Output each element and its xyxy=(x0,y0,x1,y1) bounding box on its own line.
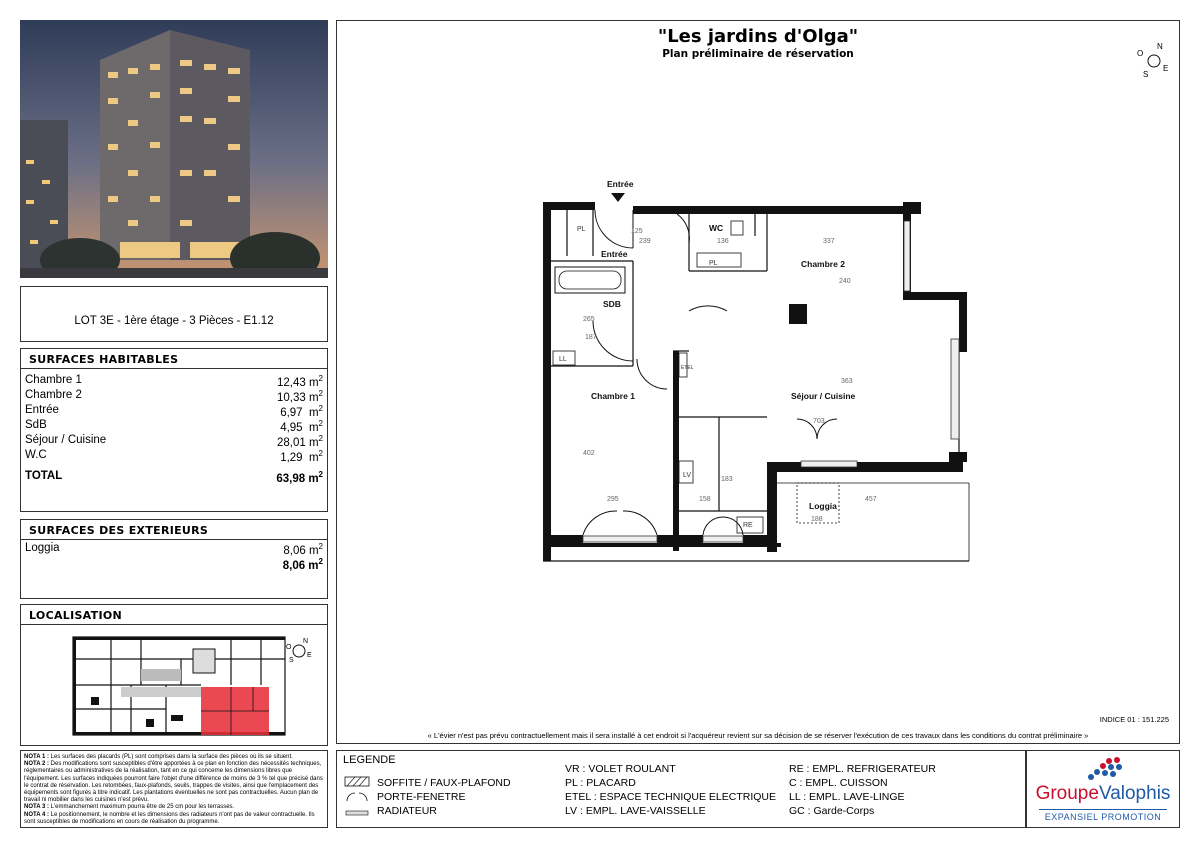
svg-text:295: 295 xyxy=(607,496,619,503)
svg-text:N: N xyxy=(1157,42,1163,51)
svg-text:N: N xyxy=(303,638,309,645)
legend-header: LEGENDE xyxy=(343,754,396,766)
svg-text:S: S xyxy=(289,657,294,664)
legend-lv: LV : EMPL. LAVE-VAISSELLE xyxy=(565,805,706,817)
legend-ll: LL : EMPL. LAVE-LINGE xyxy=(789,791,905,803)
label-lv: LV xyxy=(683,472,692,479)
lot-title-box xyxy=(20,286,328,342)
room-entree: Entrée xyxy=(601,249,628,259)
legend-soffite: SOFFITE / FAUX-PLAFOND xyxy=(377,777,511,789)
legend-vr: VR : VOLET ROULANT xyxy=(565,763,676,775)
logo-panel xyxy=(1026,750,1180,828)
notes-panel xyxy=(20,750,328,828)
building-photo xyxy=(20,20,328,278)
legend-c: C : EMPL. CUISSON xyxy=(789,777,888,789)
surface-row: W.C 1,29 $m^2$ xyxy=(25,449,323,464)
svg-text:187: 187 xyxy=(585,334,597,341)
svg-text:E: E xyxy=(307,652,312,659)
svg-text:457: 457 xyxy=(865,496,877,503)
svg-text:239: 239 xyxy=(639,238,651,245)
svg-text:136: 136 xyxy=(717,238,729,245)
plan-panel xyxy=(336,20,1180,744)
surfaces-habitables-panel xyxy=(20,348,328,512)
svg-text:S: S xyxy=(1143,70,1149,79)
room-sdb: SDB xyxy=(603,299,621,309)
room-sejour-cuisine: Séjour / Cuisine xyxy=(791,391,856,401)
legend-porte-fenetre: PORTE-FENETRE xyxy=(377,791,466,803)
surface-row: Entrée 6,97 $m^2$ xyxy=(25,404,323,419)
room-loggia: Loggia xyxy=(809,501,837,511)
svg-text:125: 125 xyxy=(631,228,643,235)
indice-label: INDICE 01 : 151.225 xyxy=(1099,715,1169,724)
exterieur-total: 8,06 $m^2$ xyxy=(282,557,323,572)
exterieurs-header: SURFACES DES EXTERIEURS xyxy=(21,520,327,540)
exterieur-row: Loggia 8,06 $m^2$ xyxy=(25,542,323,557)
logo-dots-icon xyxy=(1079,755,1139,781)
svg-text:363: 363 xyxy=(841,378,853,385)
porte-fenetre-icon xyxy=(347,793,367,801)
label-pl: PL xyxy=(709,260,718,267)
entry-arrow-icon xyxy=(611,193,625,202)
surfaces-exterieurs-panel xyxy=(20,519,328,599)
localisation-panel xyxy=(20,604,328,746)
legend-panel xyxy=(336,750,1026,828)
compass-icon xyxy=(286,638,312,664)
plan-title: "Les jardins d'Olga" xyxy=(657,26,859,47)
legend-symbols xyxy=(343,775,373,825)
plan-subtitle: Plan préliminaire de réservation xyxy=(662,48,854,60)
svg-text:265: 265 xyxy=(583,316,595,323)
svg-text:E: E xyxy=(1163,64,1169,73)
surface-row: Séjour / Cuisine 28,01 $m^2$ xyxy=(25,434,323,449)
surfaces-header: SURFACES HABITABLES xyxy=(21,349,327,369)
svg-text:183: 183 xyxy=(721,476,733,483)
surface-total: TOTAL 63,98 $m^2$ xyxy=(25,470,323,485)
legend-re: RE : EMPL. REFRIGERATEUR xyxy=(789,763,936,775)
legend-etel: ETEL : ESPACE TECHNIQUE ELECTRIQUE xyxy=(565,791,777,803)
surface-row: Chambre 2 10,33 $m^2$ xyxy=(25,389,323,404)
legend-pl: PL : PLACARD xyxy=(565,777,636,789)
logo-subtitle: EXPANSIEL PROMOTION xyxy=(1039,809,1167,822)
entree-door-label: Entrée xyxy=(607,179,634,189)
label-etel: ETEL xyxy=(681,365,694,371)
legend-radiateur: RADIATEUR xyxy=(377,805,437,817)
floor-plan xyxy=(337,21,1181,621)
svg-text:O: O xyxy=(286,644,292,651)
dimensions xyxy=(583,228,877,523)
svg-text:337: 337 xyxy=(823,238,835,245)
radiateur-icon xyxy=(346,811,368,815)
label-re: RE xyxy=(743,522,753,529)
room-chambre-2: Chambre 2 xyxy=(801,259,845,269)
svg-text:402: 402 xyxy=(583,450,595,457)
svg-text:O: O xyxy=(1137,49,1144,58)
notice-text: « L'évier n'est pas prévu contractuellement mais il sera installé à cet endroit si l'acquéreur revient sur sa décision de se réserver l'exécution de ces travaux dans les conditions du contrat préliminaire » xyxy=(427,731,1089,740)
note-3: NOTA 3 : L'emmanchement maximum pourra être de 25 cm pour les terrasses. xyxy=(24,804,235,811)
note-2: NOTA 2 : Des modifications sont susceptibles d'être apportées à ce plan en fonction des nécessités techniques, réglementaires ou administratives de la réalisation, tant en ce qui concerne les dimensions libres que l'équipement. Les surfaces indiquées pourront faire l'objet d'une différence de moins de 3 % tel que précisé dans le contrat de réservation. Les retombées, faux-plafonds, seuils, trappes de visites, ainsi que l'emplacement des équipements sont figurés à titre indicatif. Les plantations éventuelles ne sont pas contractuelles. Aucun plan de travail ni mobilier dans les cuisines n'est prévu. xyxy=(24,761,323,804)
svg-text:240: 240 xyxy=(839,278,851,285)
localisation-header: LOCALISATION xyxy=(21,605,327,625)
note-4: NOTA 4 : Le positionnement, le nombre et les dimensions des radiateurs n'ont pas de valeur contractuelle. Ils sont susceptibles de modifications en cours de réalisation du programme. xyxy=(24,811,315,825)
svg-text:158: 158 xyxy=(699,496,711,503)
label-pl: PL xyxy=(577,226,586,233)
note-1: NOTA 1 : Les surfaces des placards (PL) sont comprises dans la surface des pièces où ils se situent. xyxy=(24,754,293,760)
legend-gc: GC : Garde-Corps xyxy=(789,805,875,817)
room-chambre-1: Chambre 1 xyxy=(591,391,635,401)
lot-title: LOT 3E - 1ère étage - 3 Pièces - E1.12 xyxy=(74,315,274,327)
surface-row: Chambre 1 12,43 $m^2$ xyxy=(25,374,323,389)
label-ll: LL xyxy=(559,356,567,363)
svg-text:188: 188 xyxy=(811,516,823,523)
room-wc: WC xyxy=(709,223,724,233)
location-map xyxy=(21,627,327,745)
building-illustration xyxy=(20,20,328,278)
logo-name: GroupeValophis xyxy=(1035,783,1171,804)
surface-row: SdB 4,95 $m^2$ xyxy=(25,419,323,434)
svg-text:703: 703 xyxy=(813,418,825,425)
